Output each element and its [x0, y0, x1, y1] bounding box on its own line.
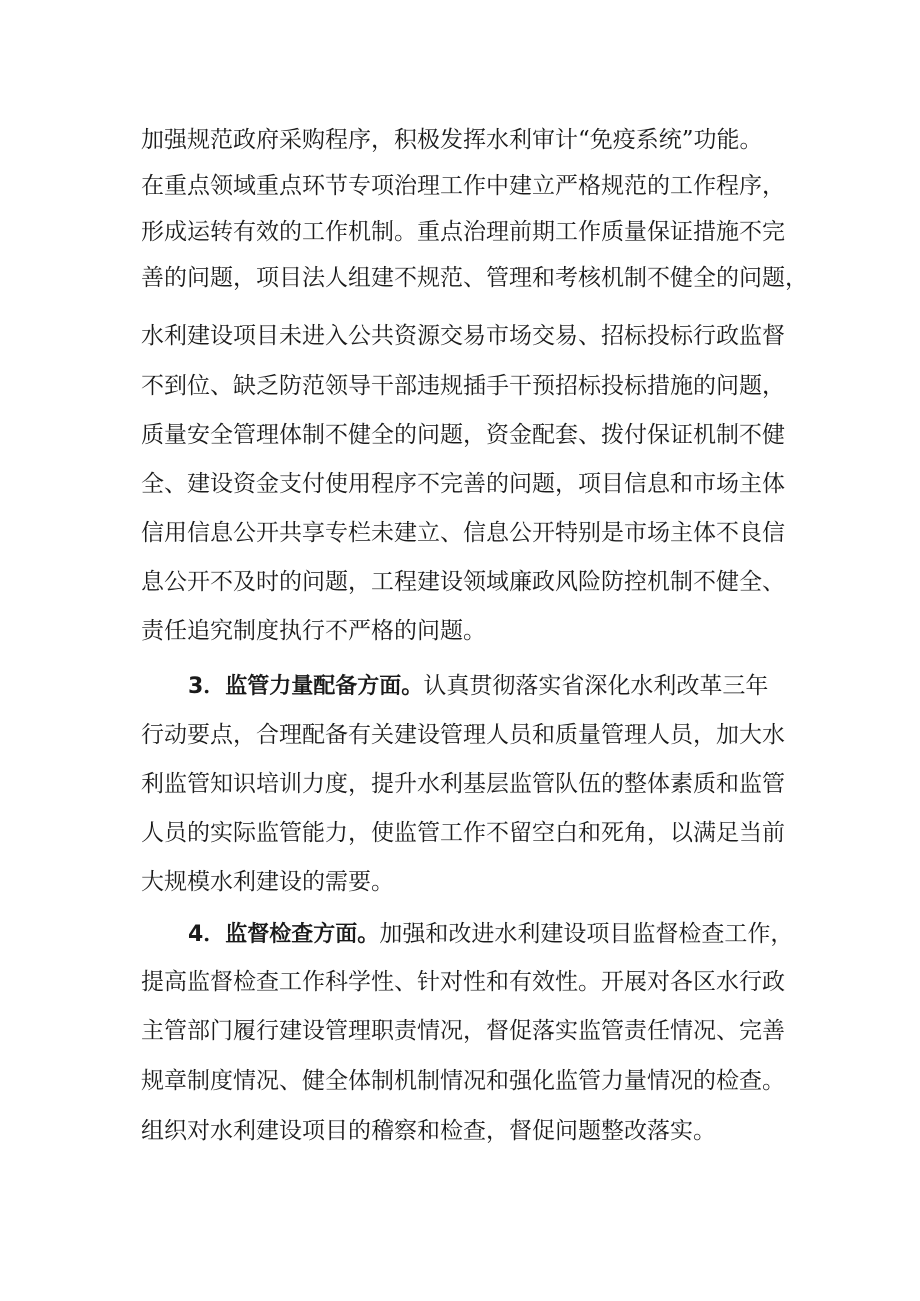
text-line: 利监管知识培训力度，提升水利基层监管队伍的整体素质和监管: [141, 771, 785, 797]
text-line: 形成运转有效的工作机制。重点治理前期工作质量保证措施不完: [141, 219, 785, 245]
section-3-first-line-text: 认真贯彻落实省深化水利改革三年: [423, 673, 769, 699]
text-line: 全、建设资金支付使用程序不完善的问题，项目信息和市场主体: [141, 471, 785, 497]
text-line: 大规模水利建设的需要。: [141, 869, 394, 895]
text-line: 人员的实际监管能力，使监管工作不留空白和死角，以满足当前: [141, 820, 785, 846]
text-line: 质量安全管理体制不健全的问题，资金配套、拨付保证机制不健: [141, 422, 785, 448]
text-line: 主管部门履行建设管理职责情况，督促落实监管责任情况、完善: [141, 1018, 785, 1044]
text-line: 责任追究制度执行不严格的问题。: [141, 618, 486, 644]
text-line: 规章制度情况、健全体制机制情况和强化监管力量情况的检查。: [141, 1068, 785, 1094]
text-line: 善的问题，项目法人组建不规范、管理和考核机制不健全的问题，: [141, 265, 808, 291]
section-4-first-line: [188, 916, 793, 952]
section-3-first-line: [188, 668, 768, 704]
text-line: 行动要点，合理配备有关建设管理人员和质量管理人员，加大水: [141, 722, 785, 748]
text-line: 息公开不及时的问题，工程建设领域廉政风险防控机制不健全、: [141, 569, 785, 595]
text-line: 组织对水利建设项目的稽察和检查，督促问题整改落实。: [141, 1118, 716, 1144]
text-line: 在重点领域重点环节专项治理工作中建立严格规范的工作程序，: [141, 173, 785, 199]
section-4-heading: 4．监督检查方面。: [188, 922, 380, 947]
text-line: 加强规范政府采购程序，积极发挥水利审计“免疫系统”功能。: [141, 127, 763, 153]
text-line: 信用信息公开共享专栏未建立、信息公开特别是市场主体不良信: [141, 520, 785, 546]
section-3-heading: 3．监管力量配备方面。: [188, 674, 424, 699]
section-4-first-line-text: 加强和改进水利建设项目监督检查工作，: [379, 921, 794, 947]
text-line: 水利建设项目未进入公共资源交易市场交易、招标投标行政监督: [141, 323, 785, 349]
text-line: 提高监督检查工作科学性、针对性和有效性。开展对各区水行政: [141, 969, 785, 995]
text-line: 不到位、缺乏防范领导干部违规插手干预招标投标措施的问题，: [141, 373, 785, 399]
